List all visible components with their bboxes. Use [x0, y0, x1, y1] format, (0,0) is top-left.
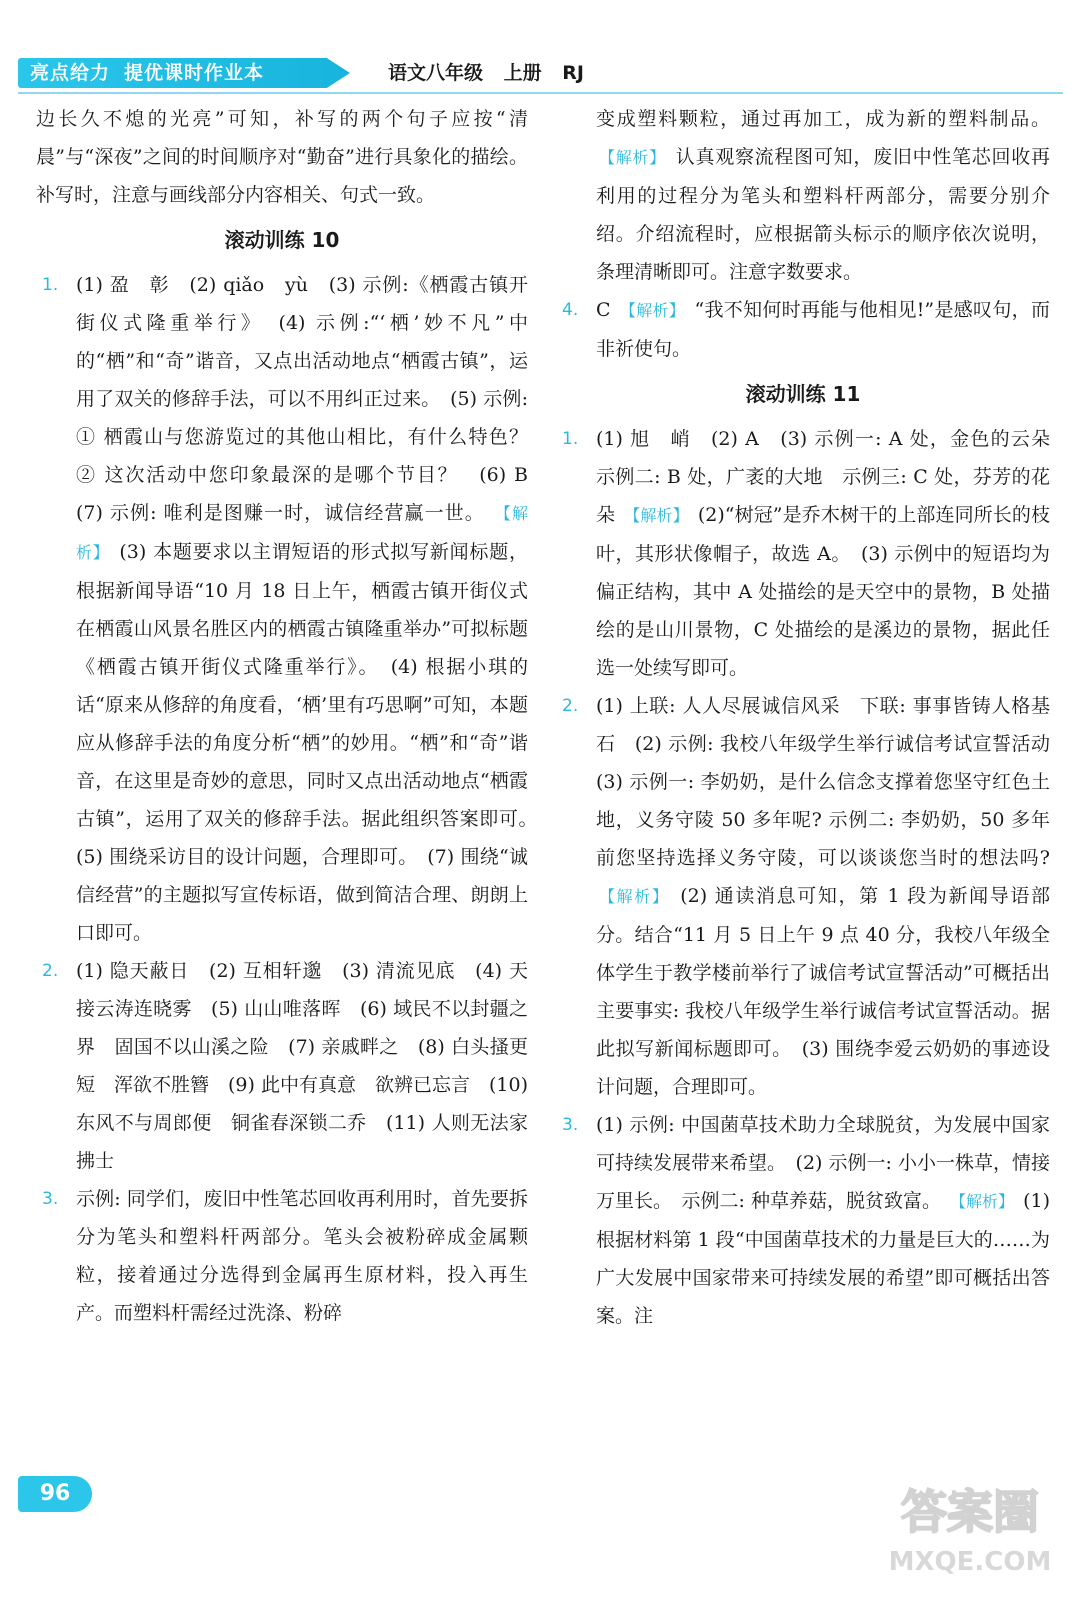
answer-text: 变成塑料颗粒，通过再加工，成为新的塑料制品。 — [596, 108, 1050, 130]
brand-title — [30, 58, 264, 88]
answer-text: (1) 隐天蔽日 (2) 互相轩邈 (3) 清流见底 (4) 天接云涛连晓雾 (5) 山山唯落晖 (6) 域民不以封疆之界 固国不以山溪之险 (7) 亲戚畔之 (8) 白头搔更短 浑欲不胜簪 (9) 此中有真意 欲辨已忘言 (10) 东风不与周郎便 铜雀春深锁二乔 (11) 人则无法家拂士 — [76, 960, 528, 1172]
header-rule — [18, 92, 1063, 94]
subject-edition: RJ — [562, 62, 584, 84]
answer-item-4 — [556, 291, 1050, 368]
answer-text: (1) 旭 峭 (2) A (3) 示例一: A 处，金色的云朵 示例二: B 处，广袤的大地 示例三: C 处，芬芳的花朵 — [596, 428, 1070, 526]
answer-text: (1) 上联: 人人尽展诚信风采 下联: 事事皆铸人格基石 (2) 示例: 我校八年级学生举行诚信考试宣誓活动 (3) 示例一: 李奶奶，是什么信念支撑着您坚守红色土地，义务守陵 50 多年呢? 示例二: 李奶奶，50 多年前您坚持选择义务守陵，可以谈谈您当时的想法吗? — [596, 695, 1070, 869]
left-column — [36, 100, 548, 1332]
subject-volume: 上册 — [503, 62, 542, 84]
answer-text: (1) 盈 彰 (2) qiǎo yù (3) 示例:《栖霞古镇开街仪式隆重举行》 (4) 示例:“‘栖’妙不凡”中的“栖”和“奇”谐音，又点出活动地点“栖霞古镇”，运用了双关的修辞手法，可以不用纠正过来。 (5) 示例: ① 栖霞山与您游览过的其他山相比，有什么特色？ ② 这次活动中您印象最深的是哪个节目？ (6) B (7) 示例: 唯利是图赚一时，诚信经营赢一世。 — [76, 274, 548, 524]
analysis-tag: 【解析】 — [950, 1192, 1015, 1211]
analysis-text: (1) 根据材料第 1 段“中国菌草技术的力量是巨大的……为广大发展中国家带来可持续发展的希望”即可概括出答案。注 — [596, 1190, 1050, 1327]
watermark-url: MXQE.COM — [888, 1547, 1052, 1577]
analysis-tag: 【解析】 — [599, 887, 670, 906]
analysis-text: (2) 通读消息可知，第 1 段为新闻导语部分。结合“11 月 5 日上午 9 点 40 分，我校八年级全体学生于教学楼前举行了诚信考试宣誓活动”可概括出主要事实: 我校八年级学生举行诚信考试宣誓活动。据此拟写新闻标题即可。 (3) 围绕李爱云奶奶的事迹设计问题，合理即可。 — [596, 885, 1050, 1098]
answer-item-3 — [556, 1106, 1050, 1335]
answer-item-3-continued — [556, 100, 1050, 291]
carry-over-text: 边长久不熄的光亮”可知，补写的两个句子应按“清晨”与“深夜”之间的时间顺序对“勤奋”进行具象化的描绘。补写时，注意与画线部分内容相关、句式一致。 — [36, 108, 528, 206]
series-name: 提优课时作业本 — [124, 62, 265, 84]
analysis-tag: 【解析】 — [624, 506, 689, 525]
analysis-tag: 【解析】 — [599, 148, 666, 167]
item-number: 3. — [42, 1189, 59, 1209]
item-number: 2. — [562, 696, 579, 716]
item-number: 4. — [562, 300, 579, 320]
answer-text: (1) 示例: 中国菌草技术助力全球脱贫，为发展中国家可持续发展带来希望。 (2) 示例一: 小小一株草，情接万里长。 示例二: 种草养菇，脱贫致富。 — [596, 1114, 1050, 1212]
answer-text: 示例: 同学们，废旧中性笔芯回收再利用时，首先要拆分为笔头和塑料杆两部分。笔头会被粉碎成金属颗粒，接着通过分选得到金属再生原材料，投入再生产。而塑料杆需经过洗涤、粉碎 — [76, 1188, 528, 1324]
analysis-text: “我不知何时再能与他相见!”是感叹句，而非祈使句。 — [596, 299, 1050, 360]
analysis-text: (3) 本题要求以主谓短语的形式拟写新闻标题，根据新闻导语“10 月 18 日上午，栖霞古镇开街仪式在栖霞山风景名胜区内的栖霞古镇隆重举办”可拟标题《栖霞古镇开街仪式隆重举行》。 (4) 根据小琪的话“原来从修辞的角度看，‘栖’里有巧思啊”可知，本题应从修辞手法的角度分析“栖”的妙用。“栖”和“奇”谐音，在这里是奇妙的意思，同时又点出活动地点“栖霞古镇”，运用了双关的修辞手法。据此组织答案即可。 (5) 围绕采访目的设计问题，合理即可。 (7) 围绕“诚信经营”的主题拟写宣传标语，做到简洁合理、朗朗上口即可。 — [76, 541, 548, 944]
subject-line — [388, 58, 584, 88]
section-title-10: 滚动训练 10 — [224, 228, 340, 252]
analysis-text: 认真观察流程图可知，废旧中性笔芯回收再利用的过程分为笔头和塑料杆两部分，需要分别介绍。介绍流程时，应根据箭头标示的顺序依次说明，条理清晰即可。注意字数要求。 — [596, 146, 1050, 283]
page-number: 96 — [18, 1476, 92, 1512]
right-column — [556, 100, 1070, 1335]
answer-item-2 — [36, 952, 528, 1180]
watermark-logo — [872, 1470, 1068, 1580]
answer-item-1 — [556, 420, 1070, 687]
analysis-tag: 【解析】 — [76, 504, 528, 562]
answer-item-3 — [36, 1180, 528, 1332]
watermark-chars: 答案圈 — [901, 1485, 1039, 1539]
item-number: 1. — [562, 429, 579, 449]
item-number: 1. — [42, 275, 59, 295]
answer-item-1 — [36, 266, 548, 952]
answer-text: C — [596, 299, 611, 321]
analysis-tag: 【解析】 — [619, 301, 686, 320]
subject-grade: 语文八年级 — [388, 62, 484, 84]
answer-item-2 — [556, 687, 1070, 1106]
item-number: 2. — [42, 961, 59, 981]
item-number: 3. — [562, 1115, 579, 1135]
analysis-text: (2)“树冠”是乔木树干的上部连同所长的枝叶，其形状像帽子，故选 A。 (3) 示例中的短语均为偏正结构，其中 A 处描绘的是天空中的景物，B 处描绘的是山川景物，C 处描绘的是溪边的景物，据此任选一处续写即可。 — [596, 504, 1050, 679]
section-title-11: 滚动训练 11 — [745, 382, 861, 406]
page-header — [0, 0, 1083, 100]
brand-name: 亮点给力 — [30, 62, 111, 84]
